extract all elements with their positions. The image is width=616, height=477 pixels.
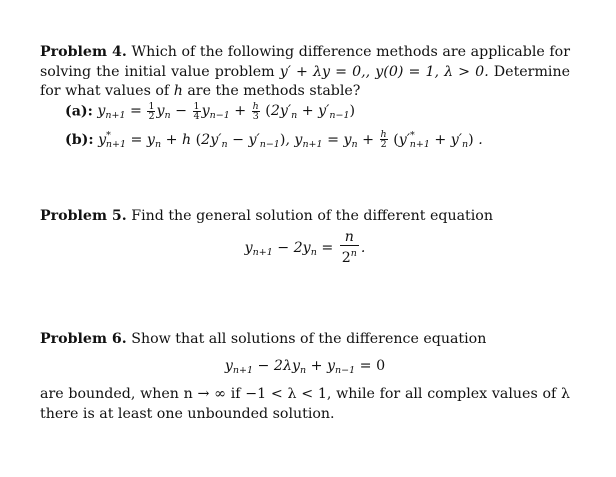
method-b-label: (b):	[65, 131, 94, 148]
problem-6-conclusion	[40, 385, 570, 424]
problem-4-h: h	[173, 83, 183, 99]
method-a-label: (a):	[65, 103, 93, 119]
problem-6	[40, 330, 570, 350]
problem-4-line2-post: Determine	[488, 63, 570, 80]
problem-6-equation: $y_{n+1} - 2\lambda y_n + y_{n-1} = 0$	[224, 358, 386, 376]
problem-4-title: Problem 4.	[40, 44, 127, 60]
method-b	[65, 126, 570, 155]
problem-4-line3-pre: for what values of	[40, 83, 174, 99]
problem-5-title: Problem 5.	[40, 208, 127, 224]
method-a	[65, 102, 570, 126]
method-b-formula: $y^*_{n+1} = y_n + h$ $(2y'_n - y'_{n-1})$, $y_{n+1} = y_n$ + $\frac{h}{2}$ $(y'^*_{n+1} + y'_n)$ .	[98, 129, 483, 150]
problem-4-ivp-equation: y′ + λy = 0,, y(0) = 1, λ > 0.	[279, 63, 489, 80]
problem-4-line3-post: are the methods stable?	[182, 83, 361, 99]
problem-4	[40, 43, 570, 154]
problem-4-line1: Which of the following difference methods are applicable for	[131, 44, 570, 60]
problem-6-line2: are bounded, when n → ∞ if −1 < λ < 1, while for all complex values of λ	[40, 386, 570, 402]
problem-6-text: Show that all solutions of the difference equation	[131, 331, 487, 347]
problem-5-text: Find the general solution of the different equation	[131, 208, 493, 224]
problem-5-equation: $y_{n+1} - 2y_n$ = $\frac{n}{2^n}$ .	[244, 229, 366, 266]
problem-6-title: Problem 6.	[40, 331, 127, 347]
problem-6-line3: there is at least one unbounded solution.	[40, 405, 335, 422]
problem-5	[40, 207, 570, 227]
problem-4-line2-pre: solving the initial value problem	[40, 63, 280, 80]
method-a-formula: $y_{n+1}$ = $\frac{1}{2}$ $y_n$ − $\frac{1}{4}$ $y_{n-1}$ + $\frac{h}{3}$ $(2y'_n + y'_{n-1})$	[97, 100, 356, 122]
